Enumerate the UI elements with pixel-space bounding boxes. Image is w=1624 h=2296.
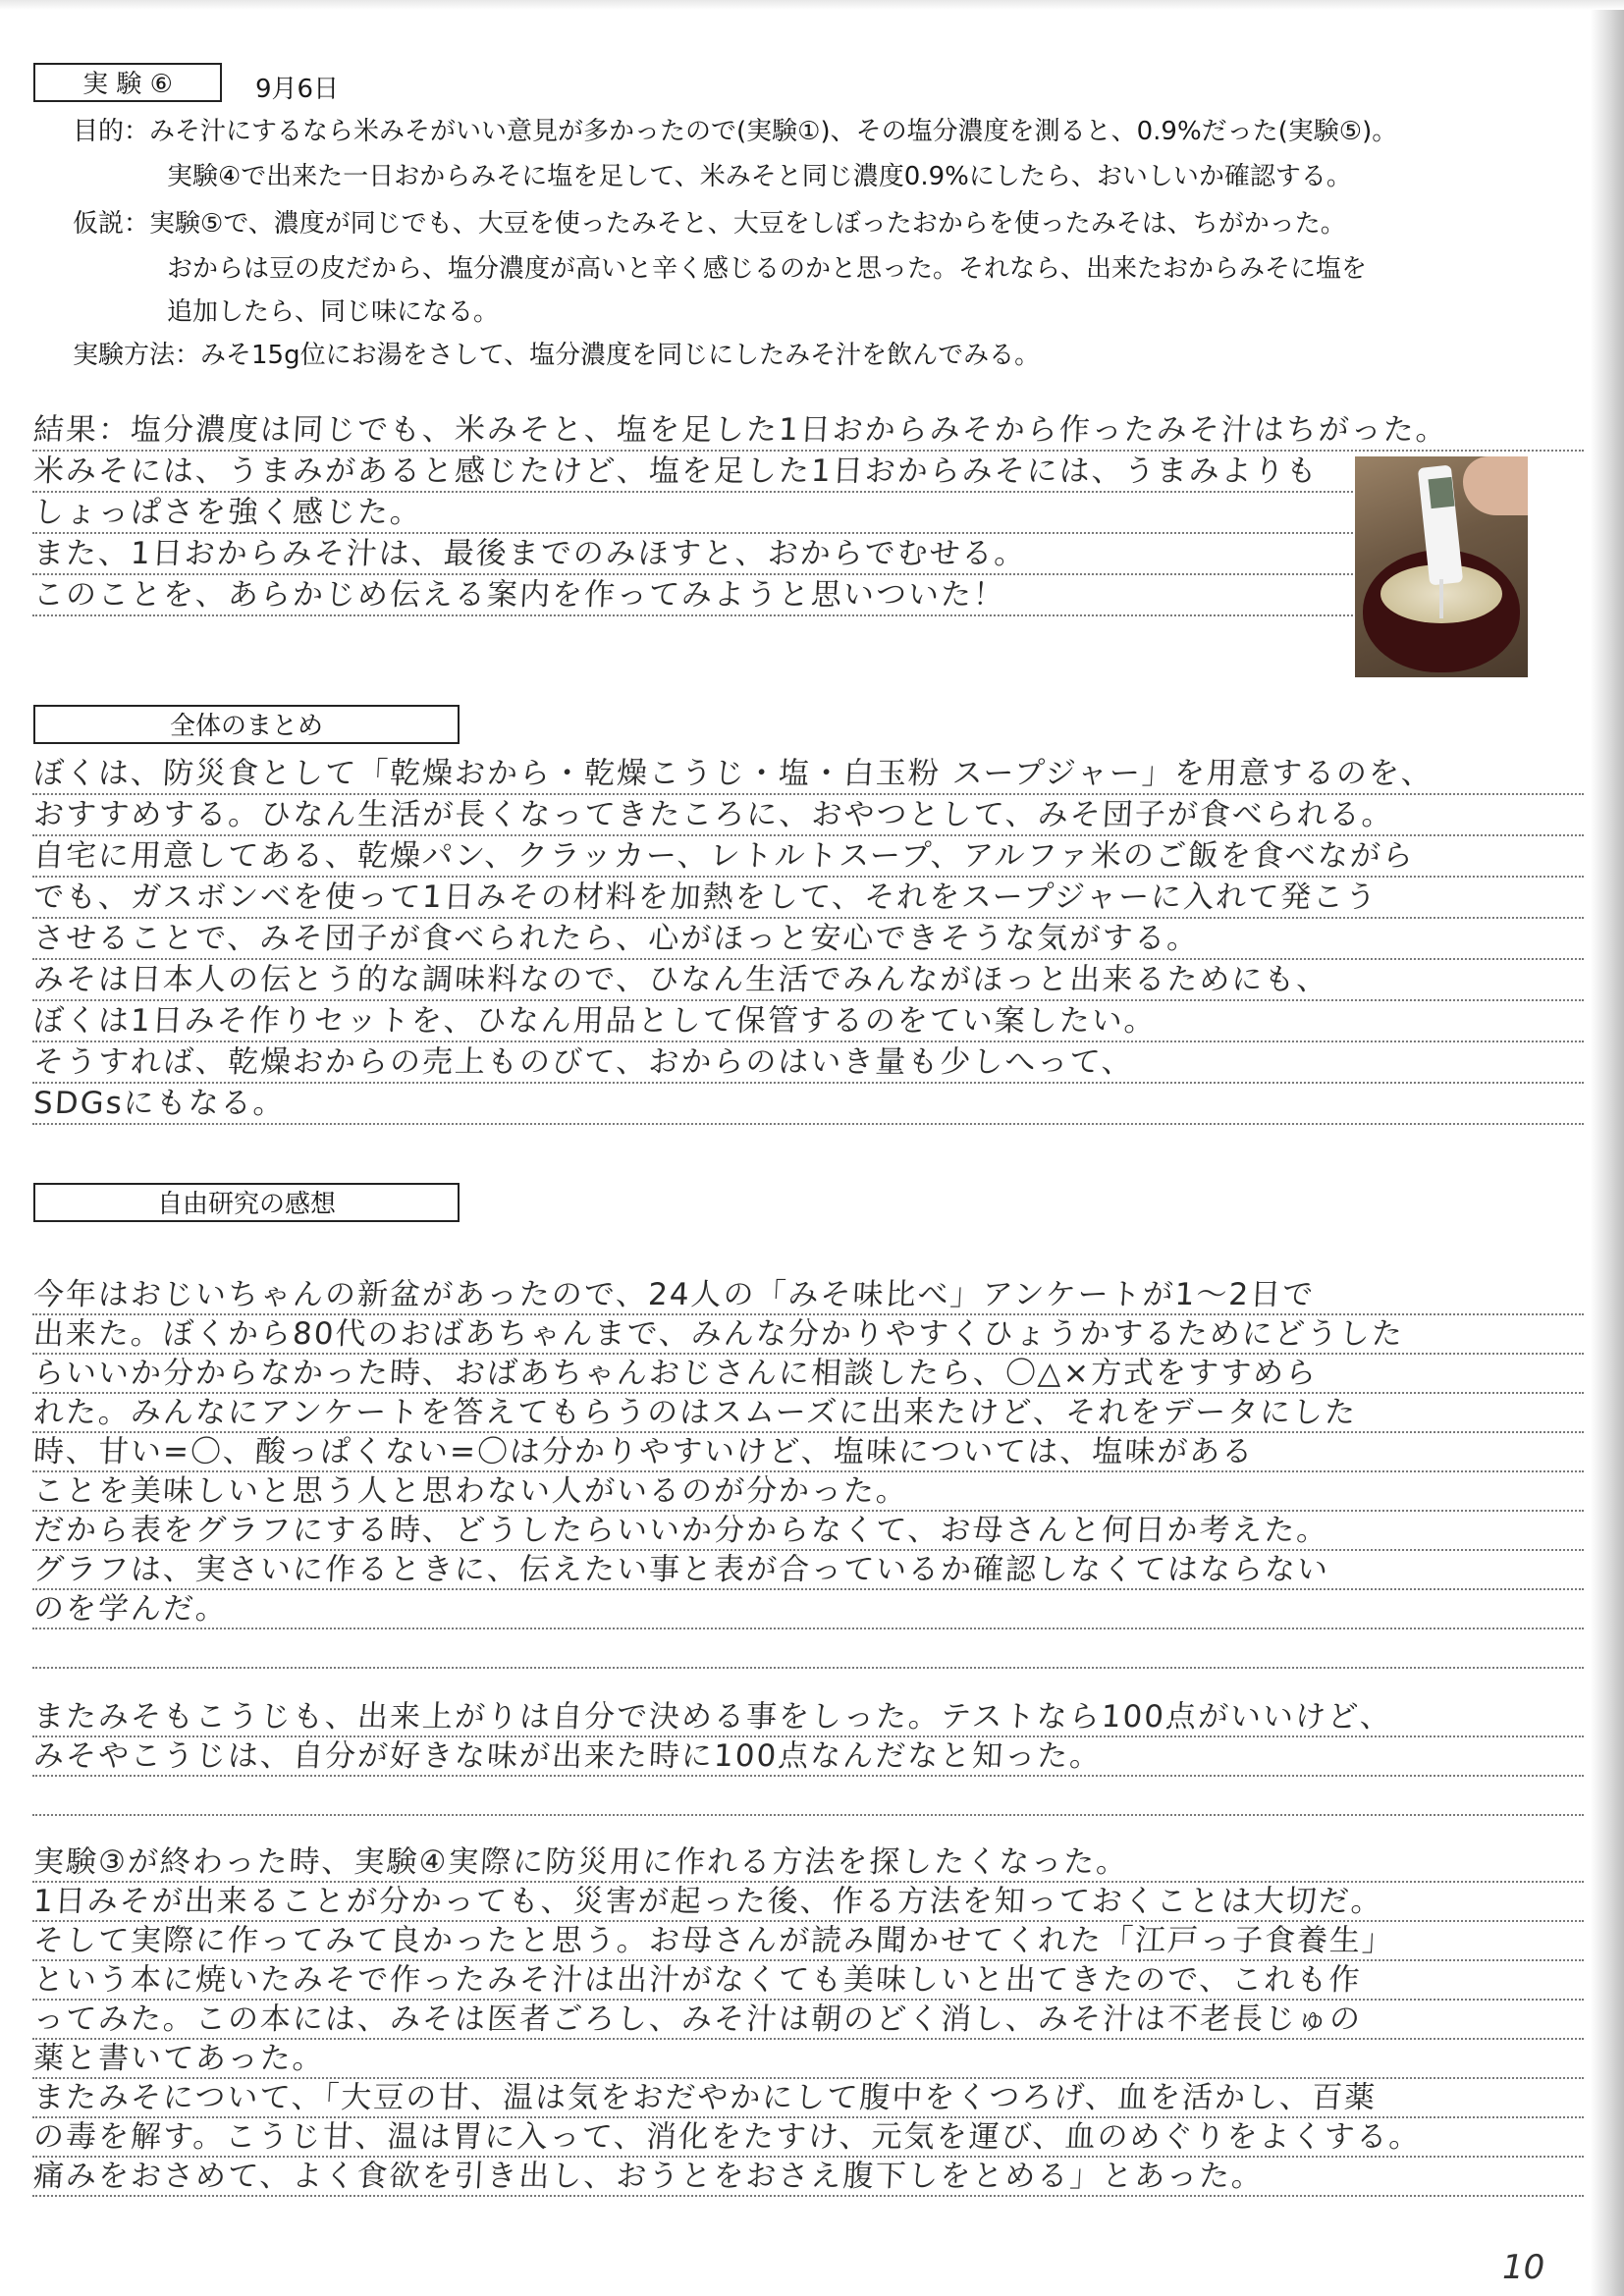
summary-title-box (33, 705, 460, 744)
purpose-line: 実験④で出来た一日おからみそに塩を足して、米みそと同じ濃度0.9%にしたら、おいしいか確認する。 (167, 162, 1352, 191)
blank-line (32, 1777, 1586, 1816)
hypothesis-block (73, 202, 1346, 245)
summary-line: ぼくは1日みそ作りセットを、ひなん用品として保管するのをてい案したい。 (32, 1001, 1586, 1042)
summary-line: そうすれば、乾燥おからの売上ものびて、おからのはいき量も少しへって、 (32, 1042, 1586, 1084)
impressions-line: 薬と書いてあった。 (32, 2040, 1586, 2079)
impressions-line: れた。みんなにアンケートを答えてもらうのはスムーズに出来たけど、それをデータにした (32, 1394, 1586, 1433)
purpose-label: 目的： (73, 117, 150, 146)
experiment-label: 実 験 ⑥ (82, 70, 173, 99)
impressions-line: ことを美味しいと思う人と思わない人がいるのが分かった。 (32, 1472, 1586, 1512)
impressions-para1 (33, 1276, 1585, 1669)
impressions-title-box (33, 1183, 460, 1222)
impressions-line: のを学んだ。 (32, 1590, 1586, 1629)
impressions-line: 1日みそが出来ることが分かっても、災害が起った後、作る方法を知っておくことは大切だ。 (32, 1883, 1586, 1922)
method-line: 実験方法：みそ15g位にお湯をさして、塩分濃度を同じにしたみそ汁を飲んでみる。 (73, 341, 1041, 370)
result-line: このことを、あらかじめ伝える案内を作ってみようと思いついた！ (32, 575, 1355, 616)
summary-line: させることで、みそ団子が食べられたら、心がほっと安心できそうな気がする。 (32, 919, 1586, 960)
summary-line: ぼくは、防災食として「乾燥おから・乾燥こうじ・塩・白玉粉 スープジャー」を用意するのを、 (32, 754, 1586, 795)
impressions-line: という本に焼いたみそで作ったみそ汁は出汁がなくても美味しいと出てきたので、これも作 (32, 1961, 1586, 2001)
impressions-line: グラフは、実さいに作るときに、伝えたい事と表が合っているか確認しなくてはならない (32, 1551, 1586, 1590)
summary-title: 全体のまとめ (169, 712, 323, 741)
result-line: 米みそには、うまみがあると感じたけど、塩を足した1日おからみそには、うまみよりも (32, 452, 1355, 493)
purpose-line: みそ汁にするなら米みそがいい意見が多かったので(実験①)、その塩分濃度を測ると、0.9%だった(実験⑤)。 (149, 117, 1398, 146)
scan-edge-shadow (1591, 0, 1624, 2296)
impressions-line: らいいか分からなかった時、おばあちゃんおじさんに相談したら、〇△×方式をすすめら (32, 1355, 1586, 1394)
result-line: また、1日おからみそ汁は、最後までのみほすと、おからでむせる。 (32, 534, 1355, 575)
impressions-line: 出来た。ぼくから80代のおばあちゃんまで、みんな分かりやすくひょうかするためにどうした (32, 1315, 1586, 1355)
miso-soup-photo (1355, 456, 1528, 677)
result-line: 結果：塩分濃度は同じでも、米みそと、塩を足した1日おからみそから作ったみそ汁はちがった。 (32, 410, 1586, 452)
thermometer-probe (1439, 579, 1443, 618)
hand-shape (1463, 456, 1528, 515)
hypothesis-label: 仮説： (73, 209, 150, 239)
summary-line: みそは日本人の伝とう的な調味料なので、ひなん生活でみんながほっと出来るためにも、 (32, 960, 1586, 1001)
page-number: 10 (1502, 2248, 1545, 2287)
result-line: しょっぱさを強く感じた。 (32, 493, 1355, 534)
summary-line: おすすめする。ひなん生活が長くなってきたころに、おやつとして、みそ団子が食べられる。 (32, 795, 1586, 836)
impressions-line: またみそについて、「大豆の甘、温は気をおだやかにして腹中をくつろげ、血を活かし、百薬 (32, 2079, 1586, 2118)
scan-top-shadow (0, 0, 1624, 10)
impressions-line: 痛みをおさめて、よく食欲を引き出し、おうとをおさえ腹下しをとめる」とあった。 (32, 2158, 1586, 2197)
impressions-line: またみそもこうじも、出来上がりは自分で決める事をしった。テストなら100点がいいけど、 (32, 1698, 1586, 1737)
summary-line: 自宅に用意してある、乾燥パン、クラッカー、レトルトスープ、アルファ米のご飯を食べながら (32, 836, 1586, 878)
impressions-line: だから表をグラフにする時、どうしたらいいか分からなくて、お母さんと何日か考えた。 (32, 1512, 1586, 1551)
result-section (33, 410, 1585, 616)
summary-line: SDGsにもなる。 (32, 1084, 1586, 1125)
impressions-line: 今年はおじいちゃんの新盆があったので、24人の「みそ味比べ」アンケートが1〜2日で (32, 1276, 1586, 1315)
experiment-label-box (33, 63, 222, 102)
impressions-line: の毒を解す。こうじ甘、温は胃に入って、消化をたすけ、元気を運び、血のめぐりをよくする。 (32, 2118, 1586, 2158)
summary-section (33, 754, 1585, 1125)
impressions-para2 (33, 1698, 1585, 1816)
summary-line: でも、ガスボンベを使って1日みその材料を加熱をして、それをスープジャーに入れて発こう (32, 878, 1586, 919)
purpose-block (73, 110, 1397, 153)
impressions-title: 自由研究の感想 (156, 1190, 336, 1219)
experiment-date: 9月6日 (255, 75, 340, 104)
impressions-line: みそやこうじは、自分が好きな味が出来た時に100点なんだなと知った。 (32, 1737, 1586, 1777)
hypothesis-line: 追加したら、同じ味になる。 (167, 297, 500, 327)
thermometer-display (1428, 477, 1454, 508)
impressions-para3 (33, 1843, 1585, 2197)
hypothesis-line: おからは豆の皮だから、塩分濃度が高いと辛く感じるのかと思った。それなら、出来たおからみそに塩を (167, 254, 1368, 284)
impressions-line: 実験③が終わった時、実験④実際に防災用に作れる方法を探したくなった。 (32, 1843, 1586, 1883)
blank-line (32, 1629, 1586, 1669)
impressions-line: そして実際に作ってみて良かったと思う。お母さんが読み聞かせてくれた「江戸っ子食養生」 (32, 1922, 1586, 1961)
impressions-line: ってみた。この本には、みそは医者ごろし、みそ汁は朝のどく消し、みそ汁は不老長じゅの (32, 2001, 1586, 2040)
impressions-line: 時、甘い=〇、酸っぱくない=〇は分かりやすいけど、塩味については、塩味がある (32, 1433, 1586, 1472)
hypothesis-line: 実験⑤で、濃度が同じでも、大豆を使ったみそと、大豆をしぼったおからを使ったみそは、ちがかった。 (149, 209, 1346, 239)
